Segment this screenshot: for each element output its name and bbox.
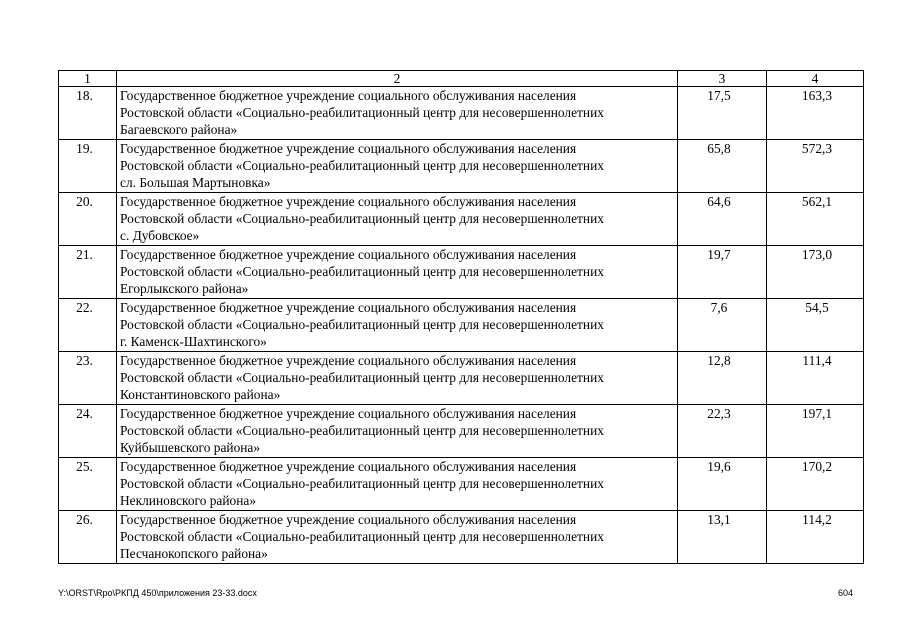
header-cell-2: 2: [117, 71, 678, 87]
institution-name-line: Егорлыкского района»: [120, 281, 249, 296]
institution-name-line: Государственное бюджетное учреждение социального обслуживания населения: [120, 247, 577, 262]
value-col3-cell: 19,7: [678, 246, 767, 299]
institution-name-line: Ростовской области «Социально-реабилитационный центр для несовершеннолетних: [120, 158, 604, 173]
row-number-cell: 26.: [59, 511, 117, 564]
institution-name-line: Ростовской области «Социально-реабилитационный центр для несовершеннолетних: [120, 317, 604, 332]
value-col4-cell: 173,0: [767, 246, 864, 299]
institution-name-line: Государственное бюджетное учреждение социального обслуживания населения: [120, 459, 577, 474]
institution-name-cell: [117, 193, 678, 246]
institution-name-line: Ростовской области «Социально-реабилитационный центр для несовершеннолетних: [120, 370, 604, 385]
table-row: [59, 140, 864, 193]
table-row: [59, 511, 864, 564]
value-col3-cell: 65,8: [678, 140, 767, 193]
institution-name-line: Константиновского района»: [120, 387, 281, 402]
institution-name-line: Государственное бюджетное учреждение социального обслуживания населения: [120, 353, 577, 368]
value-col4-cell: 197,1: [767, 405, 864, 458]
value-col3-cell: 64,6: [678, 193, 767, 246]
row-number-cell: 19.: [59, 140, 117, 193]
value-col3-cell: 12,8: [678, 352, 767, 405]
footer-page-number: 604: [838, 588, 854, 598]
value-col3-cell: 13,1: [678, 511, 767, 564]
table-row: [59, 352, 864, 405]
table-row: [59, 458, 864, 511]
row-number-cell: 22.: [59, 299, 117, 352]
institution-name-line: Ростовской области «Социально-реабилитационный центр для несовершеннолетних: [120, 529, 604, 544]
table-row: [59, 405, 864, 458]
header-cell-3: 3: [678, 71, 767, 87]
table-row: [59, 193, 864, 246]
row-number-cell: 25.: [59, 458, 117, 511]
row-number-cell: 24.: [59, 405, 117, 458]
institution-name-line: Государственное бюджетное учреждение социального обслуживания населения: [120, 406, 577, 421]
header-cell-4: 4: [767, 71, 864, 87]
institution-name-line: Ростовской области «Социально-реабилитационный центр для несовершеннолетних: [120, 105, 604, 120]
row-number-cell: 20.: [59, 193, 117, 246]
row-number-cell: 21.: [59, 246, 117, 299]
institution-name-line: Государственное бюджетное учреждение социального обслуживания населения: [120, 512, 577, 527]
institution-name-line: Государственное бюджетное учреждение социального обслуживания населения: [120, 194, 577, 209]
value-col4-cell: 163,3: [767, 87, 864, 140]
institution-name-line: Багаевского района»: [120, 122, 238, 137]
institution-name-cell: [117, 458, 678, 511]
value-col3-cell: 7,6: [678, 299, 767, 352]
table-body: [59, 71, 864, 564]
institution-name-cell: [117, 352, 678, 405]
institution-name-cell: [117, 511, 678, 564]
value-col4-cell: 170,2: [767, 458, 864, 511]
value-col4-cell: 54,5: [767, 299, 864, 352]
table-row: [59, 246, 864, 299]
header-cell-1: 1: [59, 71, 117, 87]
institution-name-line: Ростовской области «Социально-реабилитационный центр для несовершеннолетних: [120, 264, 604, 279]
institution-name-line: г. Каменск-Шахтинского»: [120, 334, 267, 349]
value-col3-cell: 19,6: [678, 458, 767, 511]
institution-name-cell: [117, 246, 678, 299]
table-row: [59, 87, 864, 140]
institution-name-line: Государственное бюджетное учреждение социального обслуживания населения: [120, 88, 577, 103]
institution-name-cell: [117, 140, 678, 193]
institution-name-line: Куйбышевского района»: [120, 440, 261, 455]
value-col4-cell: 111,4: [767, 352, 864, 405]
value-col4-cell: 114,2: [767, 511, 864, 564]
value-col3-cell: 22,3: [678, 405, 767, 458]
institution-name-line: Неклиновского района»: [120, 493, 257, 508]
institution-name-line: Ростовской области «Социально-реабилитационный центр для несовершеннолетних: [120, 476, 604, 491]
value-col4-cell: 572,3: [767, 140, 864, 193]
value-col3-cell: 17,5: [678, 87, 767, 140]
budget-table: [58, 70, 864, 564]
institution-name-cell: [117, 405, 678, 458]
institution-name-line: сл. Большая Мартыновка»: [120, 175, 271, 190]
table-row: [59, 299, 864, 352]
footer-file-path: Y:\ORST\Rpo\РКПД 450\приложения 23-33.docx: [58, 588, 257, 598]
table-header-row: [59, 71, 864, 87]
institution-name-cell: [117, 299, 678, 352]
institution-name-line: Ростовской области «Социально-реабилитационный центр для несовершеннолетних: [120, 423, 604, 438]
institution-name-line: с. Дубовское»: [120, 228, 200, 243]
value-col4-cell: 562,1: [767, 193, 864, 246]
row-number-cell: 18.: [59, 87, 117, 140]
institution-name-line: Ростовской области «Социально-реабилитационный центр для несовершеннолетних: [120, 211, 604, 226]
institution-name-cell: [117, 87, 678, 140]
institution-name-line: Песчанокопского района»: [120, 546, 268, 561]
institution-name-line: Государственное бюджетное учреждение социального обслуживания населения: [120, 141, 577, 156]
row-number-cell: 23.: [59, 352, 117, 405]
institution-name-line: Государственное бюджетное учреждение социального обслуживания населения: [120, 300, 577, 315]
